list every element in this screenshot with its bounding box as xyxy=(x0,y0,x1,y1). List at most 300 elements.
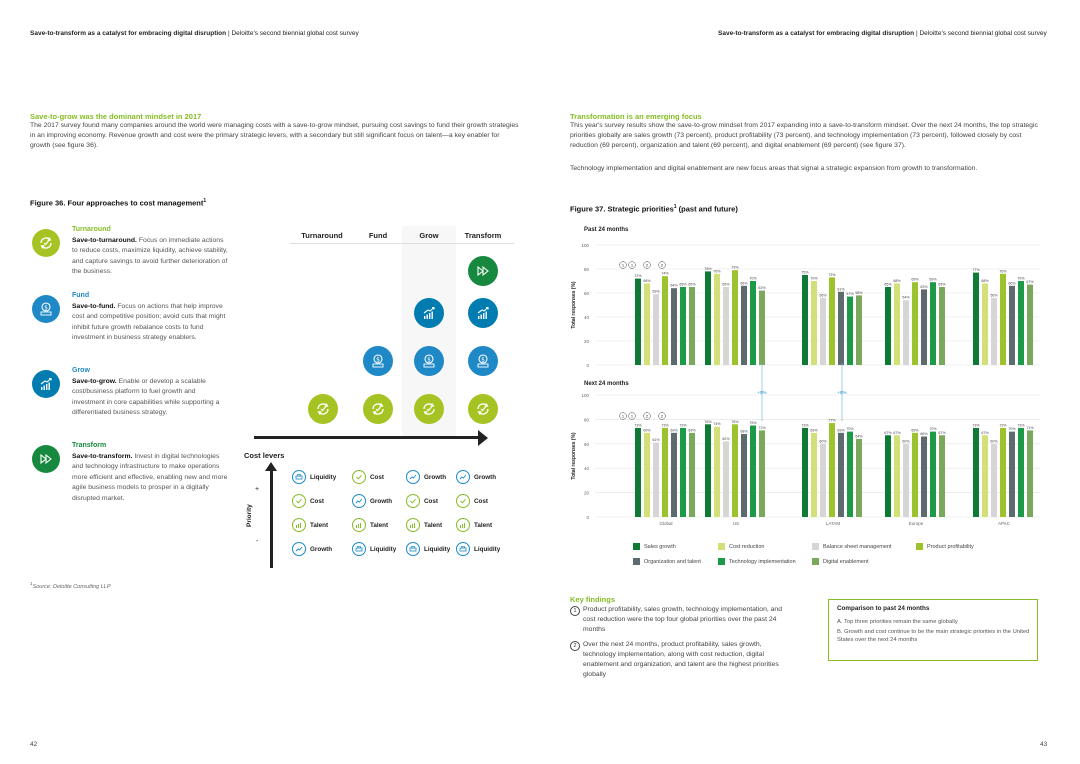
y-tick-label: 40 xyxy=(583,466,589,472)
data-label: 63% xyxy=(920,284,928,289)
bar xyxy=(635,428,641,517)
talent-icon xyxy=(406,518,420,532)
priority-plus: + xyxy=(255,486,260,493)
bar xyxy=(689,433,695,517)
approach-tag: Transform xyxy=(72,442,107,449)
bar xyxy=(1027,430,1033,517)
lever-talent xyxy=(406,518,442,532)
bar xyxy=(802,428,808,517)
data-label: 68% xyxy=(740,429,748,434)
data-label: 76% xyxy=(731,419,739,424)
data-label: 67% xyxy=(1026,280,1034,285)
bar xyxy=(930,432,936,517)
comparison-heading: Comparison to past 24 months xyxy=(837,605,930,612)
lever-liquidity xyxy=(406,542,450,556)
data-label: 65% xyxy=(679,282,687,287)
right-section-body-2: Technology implementation and digital enablement are new focus areas that signal a strategic expansion from growth to transformation. xyxy=(570,165,978,172)
data-label: 70% xyxy=(810,276,818,281)
liquidity-icon xyxy=(352,542,366,556)
priority-label: Priority xyxy=(246,504,253,527)
data-label: 77% xyxy=(828,418,836,423)
data-label: 70% xyxy=(1008,427,1016,432)
legend-label: Sales growth xyxy=(644,543,676,550)
approach-fund xyxy=(72,291,230,344)
legend-swatch xyxy=(633,543,640,550)
growth-icon xyxy=(456,470,470,484)
y-tick-label: 100 xyxy=(581,393,589,398)
bar xyxy=(811,281,817,365)
marker-next-number: 2 xyxy=(645,413,649,419)
right-section-heading: Transformation is an emerging focus xyxy=(570,112,702,121)
grid-fast-forward-icon xyxy=(468,256,498,286)
growth-icon xyxy=(352,494,366,508)
bar xyxy=(723,287,729,365)
marker-next-number: 1 xyxy=(630,413,634,419)
bar xyxy=(894,435,900,517)
past-24-months-label: Past 24 months xyxy=(584,227,629,233)
comparison-item-a: A. Top three priorities remain the same globally xyxy=(837,619,958,625)
y-tick-label: 60 xyxy=(583,441,589,447)
legend-item xyxy=(916,543,974,550)
bar xyxy=(885,287,891,365)
data-label: 70% xyxy=(1017,276,1025,281)
y-axis-label: Total responses (%) xyxy=(571,281,577,329)
data-label: 73% xyxy=(828,272,836,277)
y-tick-label: 80 xyxy=(583,417,589,423)
growth-icon xyxy=(406,470,420,484)
lever-liquidity xyxy=(292,470,336,484)
bar xyxy=(829,423,835,517)
data-label: 66% xyxy=(920,431,928,436)
left-section-heading: Save-to-grow was the dominant mindset in 2017 xyxy=(30,112,202,121)
lever-label: Talent xyxy=(370,521,389,529)
svg-text:$: $ xyxy=(44,304,48,312)
data-label: 58% xyxy=(855,290,863,295)
bar xyxy=(982,283,988,365)
legend-swatch xyxy=(812,543,819,550)
data-label: 68% xyxy=(981,278,989,283)
bar xyxy=(903,444,909,517)
bar xyxy=(1018,428,1024,517)
cost-icon xyxy=(406,494,420,508)
grid-growth-chart-icon xyxy=(468,298,498,328)
svg-text:$: $ xyxy=(376,356,380,364)
bar xyxy=(741,286,747,365)
legend-swatch xyxy=(633,558,640,565)
legend-item xyxy=(633,543,676,550)
data-label: 73% xyxy=(679,423,687,428)
bar xyxy=(671,288,677,365)
lever-label: Talent xyxy=(474,521,493,529)
marker-past-number: 2 xyxy=(660,262,664,268)
bar xyxy=(732,270,738,365)
bar xyxy=(885,435,891,517)
data-label: 69% xyxy=(810,428,818,433)
lever-label: Talent xyxy=(424,521,443,529)
money-icon xyxy=(32,295,60,323)
data-label: 67% xyxy=(893,430,901,435)
cost-levers-label: Cost levers xyxy=(244,451,285,460)
lever-label: Liquidity xyxy=(370,545,397,553)
lever-label: Talent xyxy=(310,521,329,529)
right-section-body-1: This year's survey results show the save-to-grow mindset from 2017 expanding into a save-to-transform mindset. Over the next 24 months, the top strategic priorities globally are sales growth (73 percent), product profitability (73 percent), and technology implementation (73 percent), followed closely by cost reduction (69 percent), organization and talent (69 percent), and digital enablement (69 percent) (see figure 37). xyxy=(570,122,1038,149)
data-label: 68% xyxy=(643,278,651,283)
talent-icon xyxy=(352,518,366,532)
bar xyxy=(1018,281,1024,365)
lever-cost xyxy=(406,494,438,508)
cost-lever-arrowhead-icon xyxy=(478,430,488,446)
bar xyxy=(930,282,936,365)
y-tick-label: 80 xyxy=(583,267,589,272)
bar xyxy=(750,281,756,365)
bar xyxy=(714,274,720,365)
lever-liquidity xyxy=(456,542,500,556)
data-label: 72% xyxy=(634,274,642,279)
bar xyxy=(991,444,997,517)
lever-growth xyxy=(456,470,496,484)
data-label: 59% xyxy=(652,289,660,294)
lever-growth xyxy=(352,494,392,508)
data-label: 61% xyxy=(837,287,845,292)
data-label: 68% xyxy=(893,278,901,283)
data-label: 60% xyxy=(990,439,998,444)
column-header-turnaround: Turnaround xyxy=(301,231,343,240)
data-label: 65% xyxy=(722,282,730,287)
next-24-months-label: Next 24 months xyxy=(584,381,629,387)
data-label: 70% xyxy=(846,427,854,432)
bar xyxy=(912,433,918,517)
data-label: 60% xyxy=(902,439,910,444)
bar xyxy=(847,432,853,517)
data-label: 67% xyxy=(981,430,989,435)
grid-refresh-icon xyxy=(308,394,338,424)
cost-icon xyxy=(292,494,306,508)
bar xyxy=(811,433,817,517)
finding-text: Product profitability, sales growth, technology implementation, and cost reduction were the top four global priorities over the past 24 months xyxy=(583,606,782,633)
bar xyxy=(802,275,808,365)
priority-arrowhead-icon xyxy=(265,462,277,471)
data-label: 73% xyxy=(972,423,980,428)
approach-transform xyxy=(72,441,230,504)
data-label: 71% xyxy=(1026,425,1034,430)
cost-icon xyxy=(456,494,470,508)
category-label: US xyxy=(732,521,740,526)
priority-minus: - xyxy=(256,538,259,545)
y-tick-label: 0 xyxy=(586,515,589,520)
legend-item xyxy=(812,558,869,565)
y-tick-label: 20 xyxy=(583,490,589,496)
bar xyxy=(732,424,738,517)
bar xyxy=(982,435,988,517)
bar xyxy=(939,435,945,517)
marker-past-number: 1 xyxy=(630,262,634,268)
data-label: 62% xyxy=(722,436,730,441)
data-label: 76% xyxy=(704,419,712,424)
marker-next-number: 1 xyxy=(621,413,625,419)
y-tick-label: 20 xyxy=(583,339,589,344)
growth-icon xyxy=(292,542,306,556)
bar xyxy=(829,277,835,365)
approach-description: Save-to-grow. Enable or develop a scalable cost/business platform to fuel growth and investment in core capabilities while supporting a differentiated business strategy. xyxy=(72,377,220,416)
approach-description: Save-to-turnaround. Focus on immediate actions to reduce costs, maximize liquidity, achieve stability, and capture savings to avoid further deterioration of the business. xyxy=(72,236,228,275)
bar xyxy=(653,443,659,517)
grid-refresh-icon xyxy=(363,394,393,424)
right-running-header: Save-to-transform as a catalyst for embracing digital disruption | Deloitte's second biennial global cost survey xyxy=(718,30,1047,37)
svg-text:$: $ xyxy=(427,356,431,364)
bar xyxy=(856,295,862,365)
bar xyxy=(838,433,844,517)
comparison-box xyxy=(828,599,1038,661)
marker-next-number: 2 xyxy=(660,413,664,419)
y-tick-label: 60 xyxy=(583,291,589,296)
lever-label: Cost xyxy=(474,497,488,505)
legend-item xyxy=(633,558,701,565)
grid-money-icon xyxy=(363,346,393,376)
right-page-number: 43 xyxy=(1040,741,1048,748)
bar xyxy=(921,436,927,517)
data-label: 69% xyxy=(929,277,937,282)
talent-icon xyxy=(292,518,306,532)
approach-tag: Fund xyxy=(72,292,90,299)
legend-swatch xyxy=(718,543,725,550)
legend-label: Product profitability xyxy=(927,543,974,550)
y-tick-label: 40 xyxy=(583,315,589,320)
bar xyxy=(973,428,979,517)
grid-refresh-icon xyxy=(414,394,444,424)
marker-past-number: 1 xyxy=(621,262,625,268)
comparison-item-b: B. Growth and cost continue to be the main strategic priorities in the United States over the next 24 months xyxy=(837,629,1030,643)
lever-label: Growth xyxy=(474,473,497,481)
data-label: 65% xyxy=(938,282,946,287)
lever-label: Cost xyxy=(310,497,324,505)
bar xyxy=(921,289,927,365)
bar xyxy=(689,287,695,365)
category-label: APAC xyxy=(998,521,1010,526)
legend-label: Organization and talent xyxy=(644,558,701,565)
data-label: 76% xyxy=(713,269,721,274)
data-label: 69% xyxy=(837,428,845,433)
legend-item xyxy=(812,543,892,550)
data-label: 54% xyxy=(902,295,910,300)
talent-icon xyxy=(456,518,470,532)
bar xyxy=(705,271,711,365)
bar xyxy=(1027,285,1033,365)
data-label: 65% xyxy=(884,282,892,287)
data-label: 69% xyxy=(688,428,696,433)
data-label: 73% xyxy=(999,423,1007,428)
lever-talent xyxy=(352,518,388,532)
y-tick-label: 0 xyxy=(586,363,589,368)
column-header-divider xyxy=(290,243,514,244)
data-label: 56% xyxy=(819,293,827,298)
data-label: 75% xyxy=(749,421,757,425)
lever-growth xyxy=(292,542,332,556)
legend-item xyxy=(718,558,796,565)
liquidity-icon xyxy=(406,542,420,556)
data-label: 75% xyxy=(801,270,809,275)
left-page-number: 42 xyxy=(30,741,38,748)
data-label: 73% xyxy=(1017,423,1025,428)
lever-label: Growth xyxy=(310,545,333,553)
bar xyxy=(714,427,720,517)
figure36-source: $^1$Source: Deloitte Consulting LLP xyxy=(30,581,111,590)
bar xyxy=(644,283,650,365)
lever-label: Liquidity xyxy=(424,545,451,553)
legend-swatch xyxy=(916,543,923,550)
data-label: 79% xyxy=(731,265,739,270)
data-label: 64% xyxy=(670,283,678,288)
bar xyxy=(750,426,756,518)
left-running-header: Save-to-transform as a catalyst for embracing digital disruption | Deloitte's second biennial global cost survey xyxy=(30,30,359,37)
lever-talent xyxy=(456,518,492,532)
finding-number: 1 xyxy=(570,606,580,616)
bar xyxy=(705,424,711,517)
bar xyxy=(680,287,686,365)
bar xyxy=(644,433,650,517)
lever-liquidity xyxy=(352,542,396,556)
bar xyxy=(1009,432,1015,517)
finding-number: 2 xyxy=(570,641,580,651)
legend-swatch xyxy=(718,558,725,565)
grid-money-icon xyxy=(414,346,444,376)
bar xyxy=(1000,274,1006,365)
bar xyxy=(723,441,729,517)
y-tick-label: 100 xyxy=(581,243,589,248)
grid-growth-chart-icon xyxy=(414,298,444,328)
bar xyxy=(973,273,979,365)
approach-description: Save-to-transform. Invest in digital technologies and technology infrastructure to make operations more efficient and effective, enabling new and more agile business models to prosper in a digitally disrupted market. xyxy=(72,452,228,502)
bar xyxy=(662,276,668,365)
priority-axis xyxy=(270,470,273,568)
bar xyxy=(856,439,862,517)
data-label: 65% xyxy=(688,282,696,287)
figure37-chart xyxy=(565,235,1045,535)
data-label: 69% xyxy=(911,277,919,282)
fast-forward-icon xyxy=(32,445,60,473)
data-label: 62% xyxy=(758,286,766,291)
marker-past-number: 2 xyxy=(645,262,649,268)
data-label: 74% xyxy=(661,271,669,276)
figure37-title: Figure 37. Strategic priorities$^1$ (past and future) xyxy=(570,204,738,214)
bar xyxy=(903,300,909,365)
data-label: 73% xyxy=(801,423,809,428)
data-label: 78% xyxy=(704,266,712,271)
grid-money-icon xyxy=(468,346,498,376)
data-label: 70% xyxy=(749,276,757,281)
callout-label: +8% xyxy=(837,390,847,395)
legend-swatch xyxy=(812,558,819,565)
svg-text:$: $ xyxy=(481,356,485,364)
cost-lever-arrow xyxy=(254,436,479,439)
refresh-icon xyxy=(32,229,60,257)
growth-chart-icon xyxy=(32,370,60,398)
data-label: 67% xyxy=(884,430,892,435)
bar xyxy=(635,279,641,365)
data-label: 69% xyxy=(670,428,678,433)
lever-growth xyxy=(406,470,446,484)
data-label: 70% xyxy=(929,427,937,432)
data-label: 71% xyxy=(758,425,766,430)
data-label: 77% xyxy=(972,268,980,273)
bar xyxy=(662,428,668,517)
data-label: 56% xyxy=(990,293,998,298)
bar xyxy=(991,298,997,365)
lever-label: Growth xyxy=(370,497,393,505)
data-label: 76% xyxy=(999,269,1007,274)
lever-cost xyxy=(352,470,384,484)
category-label: Global xyxy=(659,521,673,526)
legend-label: Technology implementation xyxy=(729,558,796,565)
column-header-grow: Grow xyxy=(419,231,439,240)
bar xyxy=(759,291,765,365)
bar xyxy=(820,298,826,365)
data-label: 66% xyxy=(740,281,748,286)
liquidity-icon xyxy=(292,470,306,484)
liquidity-icon xyxy=(456,542,470,556)
lever-label: Cost xyxy=(424,497,438,505)
callout-label: +9% xyxy=(757,390,767,395)
data-label: 74% xyxy=(713,422,721,427)
y-axis-label: Total responses (%) xyxy=(571,432,577,480)
bar xyxy=(820,444,826,517)
cost-icon xyxy=(352,470,366,484)
lever-label: Growth xyxy=(424,473,447,481)
data-label: 64% xyxy=(855,434,863,439)
bar xyxy=(939,287,945,365)
lever-label: Liquidity xyxy=(310,473,337,481)
category-label: Europe xyxy=(908,521,924,526)
lever-label: Liquidity xyxy=(474,545,501,553)
data-label: 66% xyxy=(1008,281,1016,286)
bar xyxy=(680,428,686,517)
data-label: 69% xyxy=(911,428,919,433)
approach-tag: Turnaround xyxy=(72,226,111,233)
legend-item xyxy=(718,543,764,550)
data-label: 60% xyxy=(819,439,827,444)
grid-refresh-icon xyxy=(468,394,498,424)
column-header-transform: Transform xyxy=(464,231,502,240)
legend-label: Digital enablement xyxy=(823,558,869,565)
bar xyxy=(912,282,918,365)
approach-tag: Grow xyxy=(72,367,90,374)
column-header-fund: Fund xyxy=(368,231,388,240)
bar xyxy=(759,430,765,517)
category-label: LATAM xyxy=(825,521,841,526)
bar xyxy=(847,297,853,365)
legend-label: Balance sheet management xyxy=(823,543,892,550)
bar xyxy=(741,434,747,517)
approach-grow xyxy=(72,366,230,419)
bar xyxy=(1000,428,1006,517)
bar xyxy=(838,292,844,365)
data-label: 73% xyxy=(661,423,669,428)
data-label: 69% xyxy=(643,428,651,433)
left-section-body: The 2017 survey found many companies around the world were managing costs with a save-to-grow mindset, pursuing cost savings to fund their growth strategies in an improving economy. Revenue growth and cost were the primary strategic levers, with a secondary but still significant focus on talent—a key enabler for growth (see figure 36). xyxy=(30,122,519,149)
lever-cost xyxy=(456,494,488,508)
legend-label: Cost reduction xyxy=(729,543,765,550)
bar xyxy=(894,283,900,365)
lever-cost xyxy=(292,494,324,508)
bar xyxy=(1009,286,1015,365)
lever-label: Cost xyxy=(370,473,384,481)
key-findings-heading: Key findings xyxy=(570,595,616,604)
lever-talent xyxy=(292,518,328,532)
bar xyxy=(671,433,677,517)
data-label: 61% xyxy=(652,438,660,443)
figure36-title: Figure 36. Four approaches to cost management$^1$ xyxy=(30,198,207,208)
data-label: 57% xyxy=(846,292,854,297)
data-label: 73% xyxy=(634,423,642,428)
